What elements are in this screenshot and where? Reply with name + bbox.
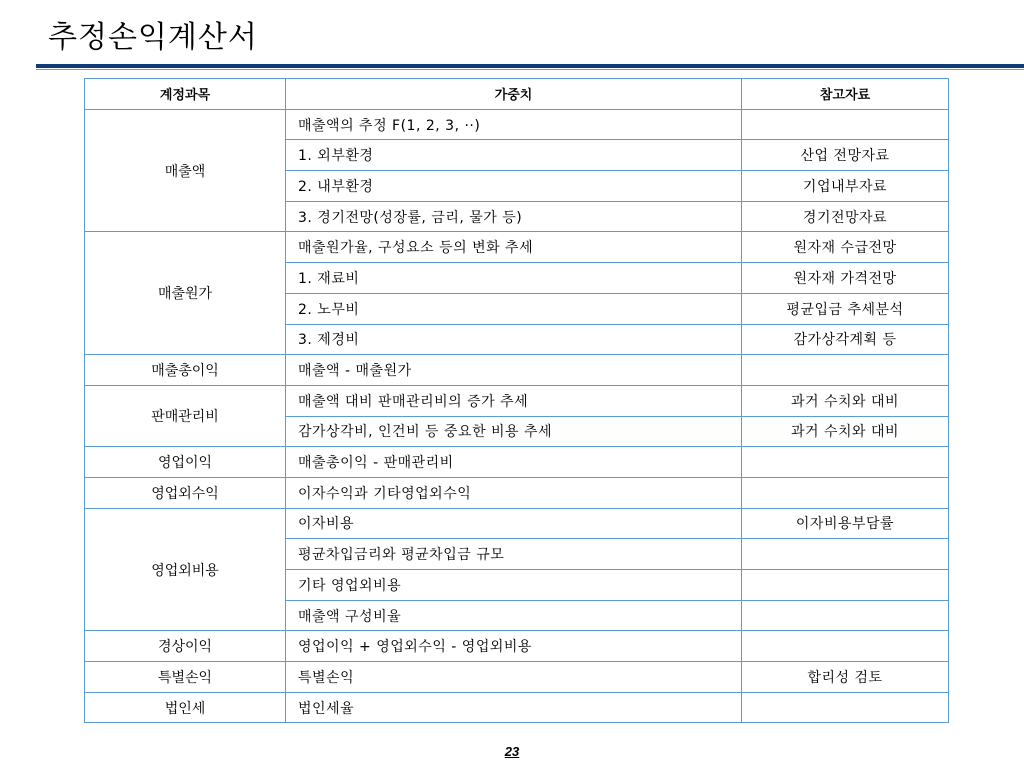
table-row — [85, 385, 949, 416]
weight-cell: 이자수익과 기타영업외수익 — [286, 477, 742, 508]
weight-cell: 3. 제경비 — [286, 324, 742, 355]
table-row — [85, 355, 949, 386]
table-header-row — [85, 79, 949, 110]
table-row — [85, 631, 949, 662]
reference-cell — [742, 355, 949, 386]
reference-cell — [742, 631, 949, 662]
account-cell: 매출원가 — [85, 232, 286, 355]
table-row — [85, 232, 949, 263]
table-row — [85, 109, 949, 140]
table-row — [85, 447, 949, 478]
weight-cell: 감가상각비, 인건비 등 중요한 비용 추세 — [286, 416, 742, 447]
income-statement-table — [84, 78, 949, 723]
weight-cell: 매출액 대비 판매관리비의 증가 추세 — [286, 385, 742, 416]
reference-cell: 과거 수치와 대비 — [742, 416, 949, 447]
reference-cell: 과거 수치와 대비 — [742, 385, 949, 416]
reference-cell — [742, 109, 949, 140]
weight-cell: 3. 경기전망(성장률, 금리, 물가 등) — [286, 201, 742, 232]
weight-cell: 매출액 구성비율 — [286, 600, 742, 631]
table-row — [85, 477, 949, 508]
weight-cell: 매출액의 추정 F(1, 2, 3, ··) — [286, 109, 742, 140]
reference-cell: 경기전망자료 — [742, 201, 949, 232]
weight-cell: 2. 노무비 — [286, 293, 742, 324]
header-weight: 가중치 — [286, 79, 742, 110]
table-row — [85, 692, 949, 723]
reference-cell — [742, 447, 949, 478]
reference-cell — [742, 539, 949, 570]
reference-cell: 원자재 가격전망 — [742, 263, 949, 294]
reference-cell — [742, 570, 949, 601]
weight-cell: 법인세율 — [286, 692, 742, 723]
account-cell: 법인세 — [85, 692, 286, 723]
weight-cell: 평균차입금리와 평균차입금 규모 — [286, 539, 742, 570]
header-account: 계정과목 — [85, 79, 286, 110]
table-row — [85, 508, 949, 539]
weight-cell: 1. 재료비 — [286, 263, 742, 294]
reference-cell: 기업내부자료 — [742, 171, 949, 202]
title-divider-thin — [36, 69, 1024, 70]
reference-cell: 원자재 수급전망 — [742, 232, 949, 263]
reference-cell: 감가상각계획 등 — [742, 324, 949, 355]
weight-cell: 영업이익 + 영업외수익 - 영업외비용 — [286, 631, 742, 662]
reference-cell: 평균입금 추세분석 — [742, 293, 949, 324]
weight-cell: 매출총이익 - 판매관리비 — [286, 447, 742, 478]
weight-cell: 매출액 - 매출원가 — [286, 355, 742, 386]
slide-title: 추정손익계산서 — [48, 20, 258, 55]
weight-cell: 특별손익 — [286, 662, 742, 693]
account-cell: 영업이익 — [85, 447, 286, 478]
weight-cell: 2. 내부환경 — [286, 171, 742, 202]
reference-cell: 산업 전망자료 — [742, 140, 949, 171]
reference-cell — [742, 477, 949, 508]
table-row — [85, 662, 949, 693]
account-cell: 매출액 — [85, 109, 286, 232]
account-cell: 영업외수익 — [85, 477, 286, 508]
reference-cell: 합리성 검토 — [742, 662, 949, 693]
account-cell: 매출총이익 — [85, 355, 286, 386]
account-cell: 영업외비용 — [85, 508, 286, 631]
weight-cell: 기타 영업외비용 — [286, 570, 742, 601]
page-number: 23 — [504, 744, 520, 759]
weight-cell: 매출원가율, 구성요소 등의 변화 추세 — [286, 232, 742, 263]
weight-cell: 1. 외부환경 — [286, 140, 742, 171]
reference-cell: 이자비용부담률 — [742, 508, 949, 539]
account-cell: 특별손익 — [85, 662, 286, 693]
reference-cell — [742, 692, 949, 723]
header-reference: 참고자료 — [742, 79, 949, 110]
reference-cell — [742, 600, 949, 631]
account-cell: 판매관리비 — [85, 385, 286, 446]
weight-cell: 이자비용 — [286, 508, 742, 539]
title-divider — [36, 64, 1024, 68]
account-cell: 경상이익 — [85, 631, 286, 662]
